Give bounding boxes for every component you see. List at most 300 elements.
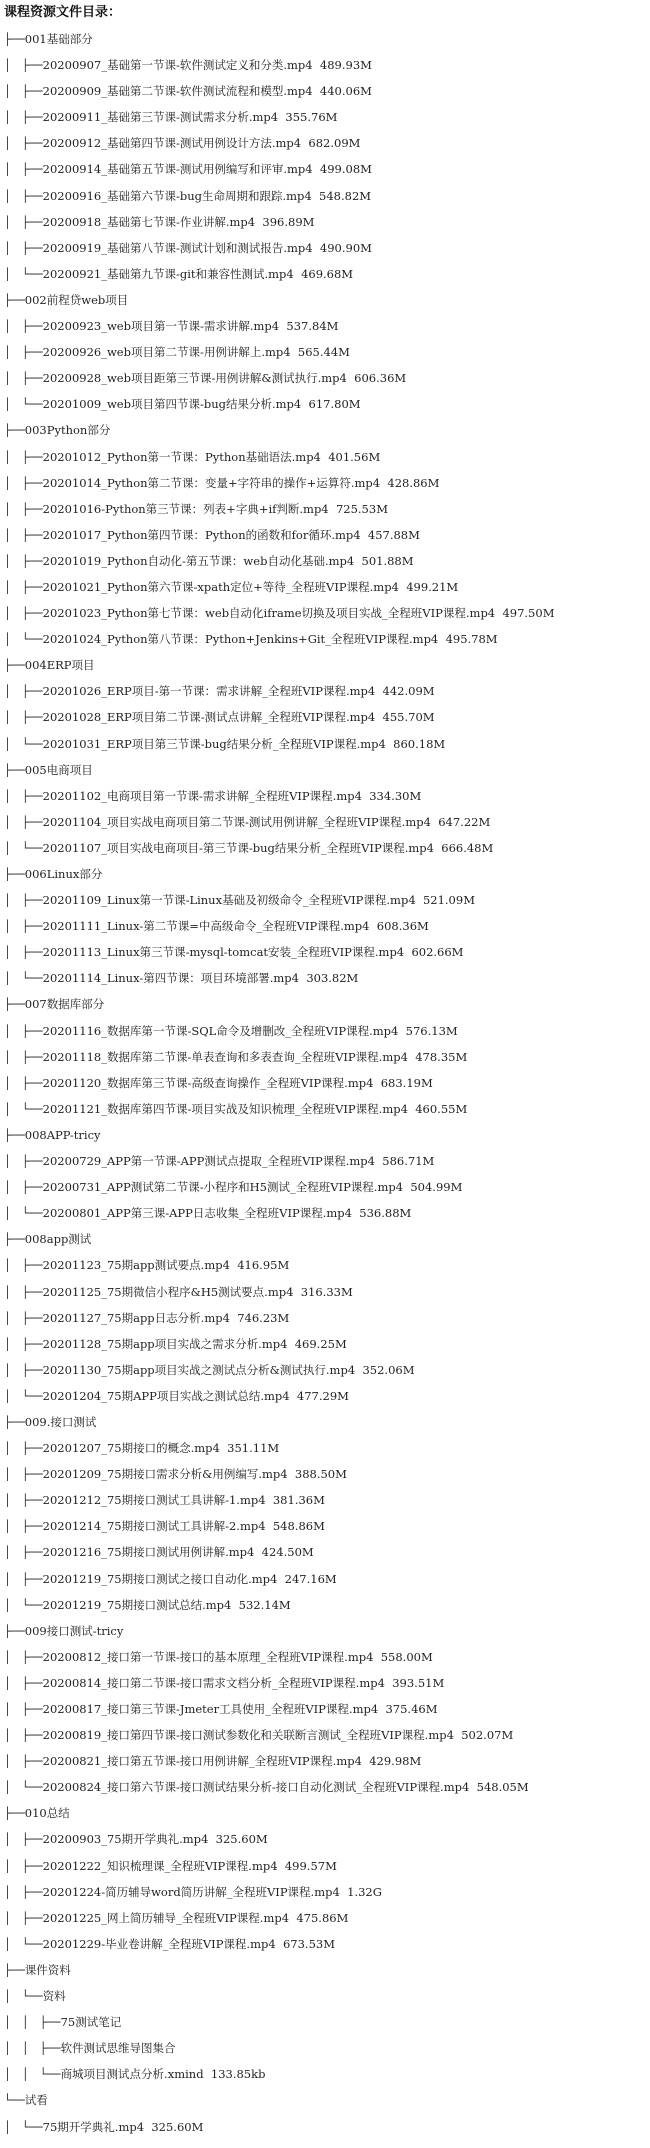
folder-name: 009.接口测试 <box>24 1414 97 1429</box>
tree-branch: ├── <box>4 423 25 438</box>
file-entry <box>4 209 650 235</box>
tree-branch: │ ├── <box>4 449 43 464</box>
file-size: 424.50M <box>261 1545 314 1560</box>
folder-entry <box>4 1409 650 1435</box>
file-size: 725.53M <box>335 501 388 516</box>
file-name: 20200812_接口第一节课-接口的基本原理_全程班VIP课程.mp4 <box>42 1649 374 1664</box>
file-name: 20201104_项目实战电商项目第二节课-测试用例讲解_全程班VIP课程.mp4 <box>42 814 431 829</box>
file-name: 商城项目测试点分析.xmind <box>60 2067 204 2082</box>
file-name: 75期开学典礼.mp4 <box>42 2119 145 2134</box>
folder-entry <box>4 1800 650 1826</box>
file-name: 20200923_web项目第一节课-需求讲解.mp4 <box>42 319 280 334</box>
file-entry <box>4 444 650 470</box>
file-tree <box>4 26 650 2140</box>
tree-branch: │ ├── <box>4 788 43 803</box>
file-entry <box>4 1487 650 1513</box>
file-name: 20200824_接口第六节课-接口测试结果分析-接口自动化测试_全程班VIP课程.mp4 <box>42 1780 470 1795</box>
file-size: 521.09M <box>422 893 475 908</box>
file-name: 20200928_web项目距第三节课-用例讲解&测试执行.mp4 <box>42 371 347 386</box>
file-size: 455.70M <box>382 710 435 725</box>
file-size: 469.68M <box>301 266 354 281</box>
tree-branch: │ ├── <box>4 214 43 229</box>
tree-branch: │ └── <box>4 2119 43 2134</box>
file-name: 20201219_75期接口测试总结.mp4 <box>42 1597 232 1612</box>
file-size: 393.51M <box>392 1675 445 1690</box>
file-name: 20201107_项目实战电商项目-第三节课-bug结果分析_全程班VIP课程.mp4 <box>42 840 434 855</box>
file-name: 20201102_电商项目第一节课-需求讲解_全程班VIP课程.mp4 <box>42 788 362 803</box>
file-entry <box>4 1513 650 1539</box>
tree-branch: │ ├── <box>4 1467 43 1482</box>
file-name: 20200903_75期开学典礼.mp4 <box>42 1832 209 1847</box>
file-entry <box>4 574 650 600</box>
file-name: 20200921_基础第九节课-git和兼容性测试.mp4 <box>42 266 294 281</box>
file-name: 20200914_基础第五节课-测试用例编写和评审.mp4 <box>42 162 313 177</box>
file-name: 20201214_75期接口测试工具讲解-2.mp4 <box>42 1519 266 1534</box>
file-size: 477.29M <box>296 1388 349 1403</box>
file-size: 388.50M <box>294 1467 347 1482</box>
file-entry <box>4 339 650 365</box>
file-entry <box>4 548 650 574</box>
file-name: 20201028_ERP项目第二节课-测试点讲解_全程班VIP课程.mp4 <box>42 710 376 725</box>
file-size: 325.60M <box>215 1832 268 1847</box>
folder-entry <box>4 1983 650 2009</box>
file-entry <box>4 1461 650 1487</box>
file-size: 586.71M <box>382 1154 435 1169</box>
file-size: 334.30M <box>369 788 422 803</box>
file-size: 673.53M <box>282 1936 335 1951</box>
file-name: 20201222_知识梳理课_全程班VIP课程.mp4 <box>42 1858 278 1873</box>
folder-name: 软件测试思维导图集合 <box>60 2041 176 2056</box>
folder-name: 课件资料 <box>24 1962 71 1977</box>
tree-branch: ├── <box>4 292 25 307</box>
file-name: 20201130_75期app项目实战之测试点分析&测试执行.mp4 <box>42 1362 356 1377</box>
file-entry <box>4 1644 650 1670</box>
file-name: 20201014_Python第二节课：变量+字符串的操作+运算符.mp4 <box>42 475 381 490</box>
file-name: 20201121_数据库第四节课-项目实战及知识梳理_全程班VIP课程.mp4 <box>42 1101 408 1116</box>
tree-branch: │ └── <box>4 971 43 986</box>
folder-entry <box>4 1957 650 1983</box>
file-name: 20201021_Python第六节课-xpath定位+等待_全程班VIP课程.mp4 <box>42 579 399 594</box>
file-name: 20200814_接口第二节课-接口需求文档分析_全程班VIP课程.mp4 <box>42 1675 385 1690</box>
tree-branch: │ ├── <box>4 1728 43 1743</box>
tree-branch: │ └── <box>4 1388 43 1403</box>
file-entry <box>4 365 650 391</box>
file-size: 401.56M <box>328 449 381 464</box>
file-entry <box>4 1383 650 1409</box>
tree-branch: │ ├── <box>4 188 43 203</box>
folder-entry <box>4 417 650 443</box>
file-size: 532.14M <box>238 1597 291 1612</box>
file-entry <box>4 1148 650 1174</box>
tree-branch: │ ├── <box>4 893 43 908</box>
tree-branch: │ ├── <box>4 1336 43 1351</box>
file-size: 490.90M <box>319 240 372 255</box>
folder-entry <box>4 287 650 313</box>
file-size: 316.33M <box>300 1284 353 1299</box>
file-size: 499.21M <box>406 579 459 594</box>
tree-branch: │ └── <box>4 1101 43 1116</box>
file-entry <box>4 52 650 78</box>
file-size: 683.19M <box>380 1075 433 1090</box>
tree-branch: └── <box>4 2093 25 2108</box>
file-entry <box>4 78 650 104</box>
file-entry <box>4 626 650 652</box>
file-size: 1.32G <box>347 1884 382 1899</box>
file-name: 20201127_75期app日志分析.mp4 <box>42 1310 230 1325</box>
folder-name: 002前程贷web项目 <box>24 292 129 307</box>
file-name: 20200909_基础第二节课-软件测试流程和模型.mp4 <box>42 84 313 99</box>
folder-name: 75测试笔记 <box>60 2015 122 2030</box>
tree-branch: │ │ └── <box>4 2067 61 2082</box>
file-name: 20200821_接口第五节课-接口用例讲解_全程班VIP课程.mp4 <box>42 1754 362 1769</box>
folder-name: 003Python部分 <box>24 423 111 438</box>
tree-branch: │ ├── <box>4 945 43 960</box>
file-entry <box>4 1331 650 1357</box>
file-name: 20200911_基础第三节课-测试需求分析.mp4 <box>42 110 279 125</box>
tree-branch: │ ├── <box>4 136 43 151</box>
directory-title: 课程资源文件目录： <box>4 5 122 20</box>
tree-branch: │ ├── <box>4 1519 43 1534</box>
file-entry <box>4 2061 650 2087</box>
file-name: 20200819_接口第四节课-接口测试参数化和关联断言测试_全程班VIP课程.mp4 <box>42 1728 454 1743</box>
tree-branch: │ ├── <box>4 919 43 934</box>
file-entry <box>4 1070 650 1096</box>
folder-entry <box>4 652 650 678</box>
file-name: 20201016-Python第三节课：列表+字典+if判断.mp4 <box>42 501 329 516</box>
file-size: 606.36M <box>354 371 407 386</box>
file-size: 351.11M <box>227 1441 280 1456</box>
file-size: 428.86M <box>387 475 440 490</box>
tree-branch: │ └── <box>4 1597 43 1612</box>
folder-name: 010总结 <box>24 1806 70 1821</box>
file-size: 499.08M <box>319 162 372 177</box>
file-size: 666.48M <box>441 840 494 855</box>
tree-branch: │ └── <box>4 1206 43 1221</box>
file-name: 20201125_75期微信小程序&H5测试要点.mp4 <box>42 1284 294 1299</box>
tree-branch: │ ├── <box>4 579 43 594</box>
tree-branch: ├── <box>4 1232 25 1247</box>
file-entry <box>4 261 650 287</box>
file-entry <box>4 939 650 965</box>
file-name: 20201128_75期app项目实战之需求分析.mp4 <box>42 1336 288 1351</box>
tree-branch: │ ├── <box>4 1075 43 1090</box>
tree-branch: │ ├── <box>4 162 43 177</box>
file-entry <box>4 1357 650 1383</box>
folder-entry <box>4 1618 650 1644</box>
tree-branch: │ ├── <box>4 110 43 125</box>
file-entry <box>4 1853 650 1879</box>
file-entry <box>4 1252 650 1278</box>
file-name: 20201123_75期app测试要点.mp4 <box>42 1258 230 1273</box>
file-name: 20200731_APP测试第二节课-小程序和H5测试_全程班VIP课程.mp4 <box>42 1180 404 1195</box>
file-entry <box>4 1018 650 1044</box>
file-entry <box>4 965 650 991</box>
file-size: 504.99M <box>410 1180 463 1195</box>
tree-branch: │ │ ├── <box>4 2015 61 2030</box>
file-size: 502.07M <box>461 1728 514 1743</box>
file-size: 303.82M <box>306 971 359 986</box>
tree-branch: │ ├── <box>4 1649 43 1664</box>
folder-entry <box>4 2035 650 2061</box>
file-entry <box>4 678 650 704</box>
tree-branch: │ │ ├── <box>4 2041 61 2056</box>
file-size: 352.06M <box>362 1362 415 1377</box>
file-name: 20200907_基础第一节课-软件测试定义和分类.mp4 <box>42 58 313 73</box>
file-size: 355.76M <box>285 110 338 125</box>
folder-entry <box>4 991 650 1017</box>
file-entry <box>4 1435 650 1461</box>
tree-branch: ├── <box>4 658 25 673</box>
file-entry <box>4 913 650 939</box>
tree-branch: │ └── <box>4 1780 43 1795</box>
file-entry <box>4 835 650 861</box>
tree-branch: │ ├── <box>4 1832 43 1847</box>
file-entry <box>4 1044 650 1070</box>
file-name: 20201118_数据库第二节课-单表查询和多表查询_全程班VIP课程.mp4 <box>42 1049 408 1064</box>
file-size: 860.18M <box>393 736 446 751</box>
tree-branch: │ └── <box>4 266 43 281</box>
folder-entry <box>4 2009 650 2035</box>
file-size: 617.80M <box>308 397 361 412</box>
tree-branch: ├── <box>4 32 25 46</box>
file-entry <box>4 1279 650 1305</box>
tree-branch: │ ├── <box>4 1754 43 1769</box>
file-name: 20201212_75期接口测试工具讲解-1.mp4 <box>42 1493 266 1508</box>
file-size: 536.88M <box>359 1206 412 1221</box>
file-entry <box>4 1174 650 1200</box>
file-entry <box>4 156 650 182</box>
file-size: 478.35M <box>415 1049 468 1064</box>
tree-branch: │ └── <box>4 840 43 855</box>
folder-entry <box>4 861 650 887</box>
tree-branch: │ ├── <box>4 1284 43 1299</box>
file-entry <box>4 1305 650 1331</box>
file-size: 396.89M <box>262 214 315 229</box>
tree-branch: ├── <box>4 997 25 1012</box>
file-name: 20201017_Python第四节课：Python的函数和for循环.mp4 <box>42 527 361 542</box>
file-name: 20200926_web项目第二节课-用例讲解上.mp4 <box>42 345 291 360</box>
file-name: 20201209_75期接口需求分析&用例编写.mp4 <box>42 1467 288 1482</box>
file-size: 375.46M <box>385 1702 438 1716</box>
file-size: 558.00M <box>380 1649 433 1664</box>
tree-branch: │ ├── <box>4 684 43 699</box>
file-entry <box>4 1696 650 1722</box>
file-name: 20200729_APP第一节课-APP测试点提取_全程班VIP课程.mp4 <box>42 1154 375 1169</box>
file-size: 247.16M <box>284 1571 337 1586</box>
file-name: 20200801_APP第三课-APP日志收集_全程班VIP课程.mp4 <box>42 1206 352 1221</box>
tree-branch: │ ├── <box>4 814 43 829</box>
folder-name: 试看 <box>24 2093 48 2108</box>
file-size: 602.66M <box>411 945 464 960</box>
folder-name: 008APP-tricy <box>24 1127 101 1142</box>
tree-branch: │ ├── <box>4 1675 43 1690</box>
tree-branch: │ ├── <box>4 475 43 490</box>
tree-branch: │ ├── <box>4 710 43 725</box>
file-size: 469.25M <box>294 1336 347 1351</box>
tree-branch: │ ├── <box>4 1571 43 1586</box>
file-entry <box>4 1748 650 1774</box>
file-name: 20201024_Python第八节课：Python+Jenkins+Git_全程班VIP课程.mp4 <box>42 632 439 647</box>
file-size: 416.95M <box>237 1258 290 1273</box>
file-entry <box>4 1879 650 1905</box>
file-size: 429.98M <box>369 1754 422 1769</box>
file-entry <box>4 1096 650 1122</box>
file-entry <box>4 104 650 130</box>
tree-branch: │ ├── <box>4 553 43 568</box>
tree-branch: │ └── <box>4 1989 43 2004</box>
file-size: 647.22M <box>438 814 491 829</box>
tree-branch: ├── <box>4 1127 25 1142</box>
file-name: 20201120_数据库第三节课-高级查询操作_全程班VIP课程.mp4 <box>42 1075 374 1090</box>
tree-branch: │ ├── <box>4 1910 43 1925</box>
tree-branch: │ ├── <box>4 527 43 542</box>
folder-entry <box>4 2087 650 2113</box>
file-name: 20201114_Linux-第四节课：项目环境部署.mp4 <box>42 971 299 986</box>
file-name: 20201023_Python第七节课：web自动化iframe切换及项目实战_全程班VIP课程.mp4 <box>42 606 496 621</box>
file-size: 576.13M <box>405 1023 458 1038</box>
folder-name: 009接口测试-tricy <box>24 1623 124 1638</box>
tree-branch: │ ├── <box>4 1258 43 1273</box>
file-size: 746.23M <box>237 1310 290 1325</box>
file-name: 20201225_网上简历辅导_全程班VIP课程.mp4 <box>42 1910 290 1925</box>
file-size: 682.09M <box>308 136 361 151</box>
file-size: 457.88M <box>367 527 420 542</box>
tree-branch: │ ├── <box>4 1180 43 1195</box>
file-entry <box>4 600 650 626</box>
file-name: 20200912_基础第四节课-测试用例设计方法.mp4 <box>42 136 302 151</box>
tree-branch: │ ├── <box>4 240 43 255</box>
file-name: 20201219_75期接口测试之接口自动化.mp4 <box>42 1571 278 1586</box>
tree-branch: │ └── <box>4 397 43 412</box>
file-size: 133.85kb <box>210 2067 266 2082</box>
file-entry <box>4 235 650 261</box>
file-size: 501.88M <box>361 553 414 568</box>
folder-entry <box>4 757 650 783</box>
file-entry <box>4 391 650 417</box>
folder-name: 005电商项目 <box>24 762 93 777</box>
file-entry <box>4 2114 650 2140</box>
file-size: 475.86M <box>296 1910 349 1925</box>
file-entry <box>4 1566 650 1592</box>
file-size: 489.93M <box>319 58 372 73</box>
file-size: 460.55M <box>415 1101 468 1116</box>
file-entry <box>4 522 650 548</box>
file-entry <box>4 1200 650 1226</box>
tree-branch: │ ├── <box>4 1858 43 1873</box>
folder-name: 006Linux部分 <box>24 867 103 881</box>
file-size: 548.82M <box>319 188 372 203</box>
file-size: 565.44M <box>297 345 350 360</box>
file-entry <box>4 313 650 339</box>
file-entry <box>4 1774 650 1800</box>
file-size: 325.60M <box>151 2119 204 2134</box>
tree-branch: │ ├── <box>4 371 43 386</box>
tree-branch: │ ├── <box>4 345 43 360</box>
folder-name: 007数据库部分 <box>24 997 105 1012</box>
file-name: 20201031_ERP项目第三节课-bug结果分析_全程班VIP课程.mp4 <box>42 736 386 751</box>
tree-branch: ├── <box>4 867 25 881</box>
file-size: 499.57M <box>284 1858 337 1873</box>
file-name: 20201113_Linux第三节课-mysql-tomcat安装_全程班VIP课程.mp4 <box>42 945 405 960</box>
file-size: 608.36M <box>376 919 429 934</box>
file-size: 442.09M <box>382 684 435 699</box>
file-entry <box>4 731 650 757</box>
tree-branch: │ └── <box>4 1936 43 1951</box>
tree-branch: │ ├── <box>4 1049 43 1064</box>
file-entry <box>4 470 650 496</box>
file-size: 548.05M <box>476 1780 529 1795</box>
tree-branch: ├── <box>4 1414 25 1429</box>
file-name: 20200817_接口第三节课-Jmeter工具使用_全程班VIP课程.mp4 <box>42 1702 379 1716</box>
tree-branch: ├── <box>4 1962 25 1977</box>
file-name: 20201109_Linux第一节课-Linux基础及初级命令_全程班VIP课程.mp4 <box>42 893 416 908</box>
folder-entry <box>4 26 650 52</box>
file-entry <box>4 887 650 913</box>
file-entry <box>4 809 650 835</box>
tree-branch: │ ├── <box>4 1023 43 1038</box>
tree-branch: │ └── <box>4 632 43 647</box>
file-name: 20201204_75期APP项目实战之测试总结.mp4 <box>42 1388 290 1403</box>
tree-branch: ├── <box>4 1806 25 1821</box>
file-entry <box>4 183 650 209</box>
file-entry <box>4 1722 650 1748</box>
file-name: 20201012_Python第一节课：Python基础语法.mp4 <box>42 449 321 464</box>
tree-branch: │ ├── <box>4 1545 43 1560</box>
file-name: 20201111_Linux-第二节课=中高级命令_全程班VIP课程.mp4 <box>42 919 370 934</box>
folder-entry <box>4 1122 650 1148</box>
file-name: 20201216_75期接口测试用例讲解.mp4 <box>42 1545 255 1560</box>
file-entry <box>4 1539 650 1565</box>
file-entry <box>4 704 650 730</box>
file-entry <box>4 1931 650 1957</box>
file-entry <box>4 1905 650 1931</box>
file-name: 20201009_web项目第四节课-bug结果分析.mp4 <box>42 397 302 412</box>
file-size: 497.50M <box>502 606 555 621</box>
tree-branch: │ ├── <box>4 501 43 516</box>
folder-name: 004ERP项目 <box>24 658 95 673</box>
tree-branch: │ ├── <box>4 1493 43 1508</box>
file-size: 537.84M <box>286 319 339 334</box>
file-size: 381.36M <box>272 1493 325 1508</box>
tree-branch: │ ├── <box>4 58 43 73</box>
tree-branch: │ ├── <box>4 84 43 99</box>
file-name: 20201207_75期接口的概念.mp4 <box>42 1441 220 1456</box>
tree-branch: │ ├── <box>4 1362 43 1377</box>
tree-branch: │ ├── <box>4 606 43 621</box>
file-size: 548.86M <box>272 1519 325 1534</box>
tree-branch: │ ├── <box>4 319 43 334</box>
folder-name: 001基础部分 <box>24 32 93 46</box>
folder-name: 资料 <box>42 1989 66 2004</box>
file-name: 20200918_基础第七节课-作业讲解.mp4 <box>42 214 256 229</box>
file-entry <box>4 783 650 809</box>
tree-branch: │ └── <box>4 736 43 751</box>
file-entry <box>4 496 650 522</box>
file-name: 20201229-毕业卷讲解_全程班VIP课程.mp4 <box>42 1936 276 1951</box>
tree-branch: │ ├── <box>4 1441 43 1456</box>
tree-branch: │ ├── <box>4 1310 43 1325</box>
folder-entry <box>4 1226 650 1252</box>
tree-branch: │ ├── <box>4 1154 43 1169</box>
file-name: 20201026_ERP项目-第一节课：需求讲解_全程班VIP课程.mp4 <box>42 684 376 699</box>
file-entry <box>4 1826 650 1852</box>
file-size: 440.06M <box>319 84 372 99</box>
file-entry <box>4 130 650 156</box>
tree-branch: ├── <box>4 762 25 777</box>
file-name: 20200919_基础第八节课-测试计划和测试报告.mp4 <box>42 240 313 255</box>
tree-branch: │ ├── <box>4 1702 43 1716</box>
file-size: 495.78M <box>445 632 498 647</box>
